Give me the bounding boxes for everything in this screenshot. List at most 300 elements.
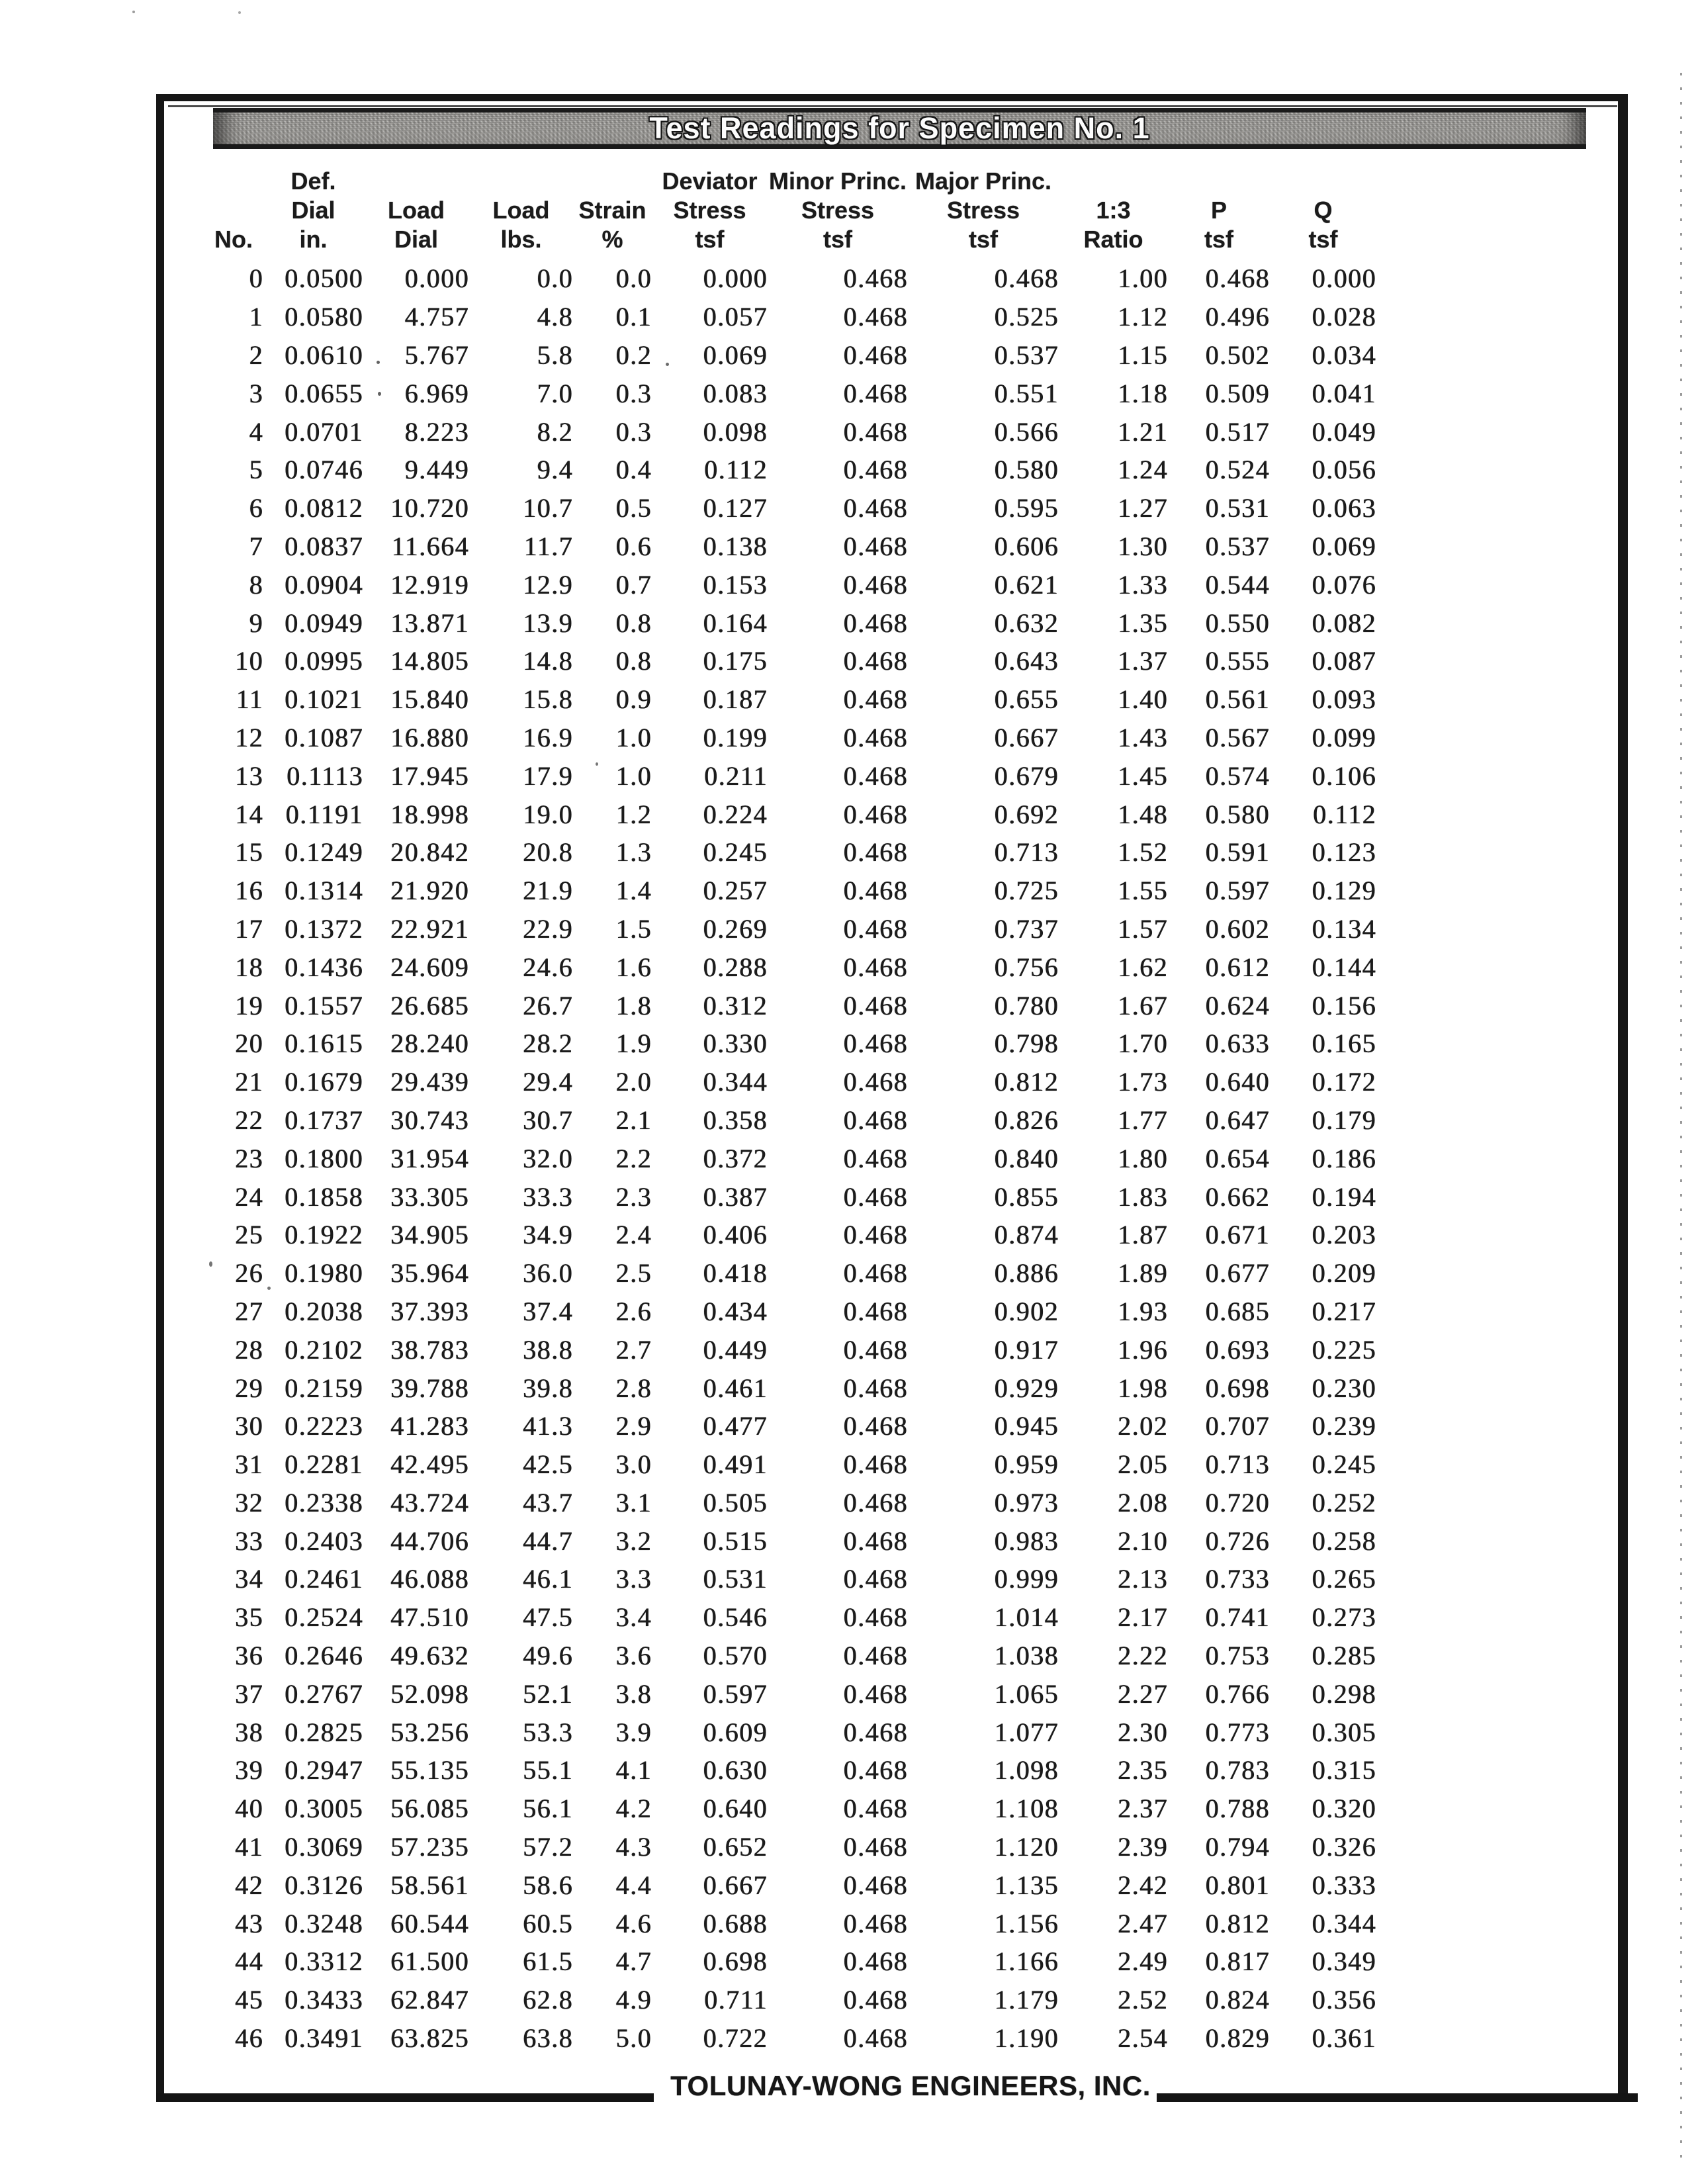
table-cell: 19: [235, 990, 263, 1021]
table-cell: 15: [235, 837, 263, 868]
table-cell: 0.468: [843, 569, 908, 600]
table-cell: 62.8: [523, 1985, 573, 2015]
table-cell: 0.468: [843, 1525, 908, 1556]
table-cell: 0.917: [994, 1334, 1059, 1365]
table-cell: 0.258: [1312, 1525, 1376, 1556]
table-cell: 0.3005: [285, 1794, 363, 1824]
table-cell: 0.685: [1205, 1296, 1270, 1326]
table-cell: 42.5: [523, 1449, 573, 1480]
table-cell: 35.964: [390, 1258, 469, 1289]
table-cell: 0.468: [843, 455, 908, 485]
table-cell: 0.1: [615, 302, 652, 332]
table-cell: 20.842: [390, 837, 469, 868]
table-cell: 8: [249, 569, 263, 600]
table-cell: 0.655: [994, 684, 1059, 715]
table-cell: 0.959: [994, 1449, 1059, 1480]
table-cell: 0.929: [994, 1373, 1059, 1403]
table-cell: 0.8: [615, 646, 652, 676]
table-cell: 0.468: [843, 837, 908, 868]
table-cell: 4.8: [537, 302, 573, 332]
table-cell: 1.077: [994, 1717, 1059, 1747]
table-cell: 27: [235, 1296, 263, 1326]
table-cell: 0.531: [1205, 493, 1270, 523]
table-cell: 0.0580: [285, 302, 363, 332]
table-cell: 0.468: [843, 1717, 908, 1747]
table-cell: 0.468: [843, 760, 908, 791]
table-cell: 1.77: [1118, 1105, 1168, 1135]
table-cell: 0.252: [1312, 1487, 1376, 1518]
table-cell: 17: [235, 913, 263, 944]
table-cell: 0.468: [843, 1028, 908, 1059]
table-cell: 57.2: [523, 1832, 573, 1862]
table-cell: 2.17: [1118, 1602, 1168, 1633]
table-cell: 0.8: [615, 608, 652, 638]
table-cell: 3.0: [615, 1449, 652, 1480]
table-cell: 0.468: [843, 913, 908, 944]
table-cell: 0.983: [994, 1525, 1059, 1556]
table-cell: 0.544: [1205, 569, 1270, 600]
table-cell: 0.468: [843, 1373, 908, 1403]
table-cell: 0.418: [703, 1258, 768, 1289]
table-cell: 0.468: [843, 1755, 908, 1786]
table-cell: 26: [235, 1258, 263, 1289]
table-cell: 1.15: [1118, 340, 1168, 370]
table-header: [204, 167, 1376, 254]
table-cell: 0.0949: [285, 608, 363, 638]
header-cell: %: [602, 226, 623, 253]
table-cell: 1.89: [1118, 1258, 1168, 1289]
table-cell: 16: [235, 876, 263, 906]
table-cell: 3.4: [615, 1602, 652, 1633]
table-cell: 0.468: [843, 990, 908, 1021]
table-cell: 1.70: [1118, 1028, 1168, 1059]
table-cell: 0.211: [703, 760, 768, 791]
table-cell: 63.8: [523, 2023, 573, 2054]
table-cell: 0.753: [1205, 1641, 1270, 1671]
table-cell: 56.085: [390, 1794, 469, 1824]
table-cell: 49.6: [523, 1641, 573, 1671]
table-cell: 0.2102: [285, 1334, 363, 1365]
table-cell: 0.561: [1205, 684, 1270, 715]
table-cell: 0.298: [1312, 1678, 1376, 1709]
table-cell: 0.711: [703, 1985, 768, 2015]
table-cell: 0.2038: [285, 1296, 363, 1326]
table-cell: 0.434: [703, 1296, 768, 1326]
table-cell: 3: [249, 378, 263, 408]
table-cell: 2.27: [1118, 1678, 1168, 1709]
table-cell: 0.217: [1312, 1296, 1376, 1326]
table-cell: 0.550: [1205, 608, 1270, 638]
table-cell: 4.3: [615, 1832, 652, 1862]
table-cell: 3.2: [615, 1525, 652, 1556]
table-cell: 0.567: [1205, 722, 1270, 752]
table-cell: 0.2767: [285, 1678, 363, 1709]
table-cell: 44.706: [390, 1525, 469, 1556]
table-cell: 20: [235, 1028, 263, 1059]
table-cell: 30: [235, 1411, 263, 1441]
table-cell: 0.083: [703, 378, 768, 408]
table-cell: 25: [235, 1220, 263, 1250]
table-cell: 0.591: [1205, 837, 1270, 868]
table-cell: 0.2646: [285, 1641, 363, 1671]
table-cell: 44.7: [523, 1525, 573, 1556]
table-cell: 0.555: [1205, 646, 1270, 676]
table-cell: 5.8: [537, 340, 573, 370]
table-cell: 36.0: [523, 1258, 573, 1289]
table-cell: 0.099: [1312, 722, 1376, 752]
scan-speck: [209, 1261, 212, 1267]
table-cell: 0.257: [703, 876, 768, 906]
table-cell: 0.305: [1312, 1717, 1376, 1747]
table-cell: 0.0812: [285, 493, 363, 523]
table-cell: 0.693: [1205, 1334, 1270, 1365]
table-cell: 0.468: [843, 1411, 908, 1441]
table-cell: 3.6: [615, 1641, 652, 1671]
table-cell: 0.034: [1312, 340, 1376, 370]
table-cell: 16.880: [390, 722, 469, 752]
table-cell: 0.000: [1312, 263, 1376, 294]
table-cell: 0.713: [1205, 1449, 1270, 1480]
table-cell: 0.123: [1312, 837, 1376, 868]
table-cell: 34.9: [523, 1220, 573, 1250]
table-cell: 6.969: [404, 378, 469, 408]
table-cell: 0.5: [615, 493, 652, 523]
table-cell: 0.707: [1205, 1411, 1270, 1441]
table-cell: 0.3248: [285, 1908, 363, 1938]
table-cell: 4.9: [615, 1985, 652, 2015]
table-cell: 1.30: [1118, 531, 1168, 561]
table-cell: 0.468: [843, 1832, 908, 1862]
table-cell: 31.954: [390, 1143, 469, 1173]
table-cell: 1.014: [994, 1602, 1059, 1633]
table-cell: 3.3: [615, 1564, 652, 1594]
scan-speck: [377, 361, 380, 364]
table-cell: 0.1087: [285, 722, 363, 752]
table-cell: 1.3: [615, 837, 652, 868]
table-cell: 52.098: [390, 1678, 469, 1709]
table-cell: 0.855: [994, 1181, 1059, 1212]
table-cell: 19.0: [523, 799, 573, 829]
table-cell: 2.08: [1118, 1487, 1168, 1518]
table-cell: 0.093: [1312, 684, 1376, 715]
header-cell: No.: [214, 226, 253, 253]
table-cell: 0.817: [1205, 1946, 1270, 1977]
table-cell: 4.6: [615, 1908, 652, 1938]
table-cell: 2.30: [1118, 1717, 1168, 1747]
table-cell: 0.505: [703, 1487, 768, 1518]
table-cell: 0.7: [615, 569, 652, 600]
header-cell: Stress: [946, 197, 1020, 224]
table-cell: 0.756: [994, 952, 1059, 982]
table-cell: 0.688: [703, 1908, 768, 1938]
table-cell: 0.612: [1205, 952, 1270, 982]
table-cell: 10.720: [390, 493, 469, 523]
table-cell: 0.647: [1205, 1105, 1270, 1135]
table-cell: 0.812: [1205, 1908, 1270, 1938]
table-cell: 14.805: [390, 646, 469, 676]
scan-speck: [596, 762, 598, 766]
table-cell: 0.737: [994, 913, 1059, 944]
table-cell: 0.2461: [285, 1564, 363, 1594]
table-cell: 0.1249: [285, 837, 363, 868]
header-cell: tsf: [1204, 226, 1233, 253]
table-cell: 0.134: [1312, 913, 1376, 944]
table-cell: 1.83: [1118, 1181, 1168, 1212]
header-cell: Def.: [290, 167, 336, 195]
header-cell: Dial: [394, 226, 439, 253]
table-cell: 0.468: [843, 263, 908, 294]
page-title: Test Readings for Specimen No. 1: [649, 111, 1150, 145]
table-cell: 15.8: [523, 684, 573, 715]
table-cell: 1.6: [615, 952, 652, 982]
table-cell: 1.166: [994, 1946, 1059, 1977]
table-cell: 0.496: [1205, 302, 1270, 332]
table-cell: 0.1314: [285, 876, 363, 906]
table-cell: 0.098: [703, 416, 768, 447]
table-cell: 1.35: [1118, 608, 1168, 638]
table-cell: 0.225: [1312, 1334, 1376, 1365]
table-cell: 0.468: [843, 1220, 908, 1250]
table-cell: 2.47: [1118, 1908, 1168, 1938]
table-cell: 1.52: [1118, 837, 1168, 868]
table-cell: 0.1436: [285, 952, 363, 982]
table-cell: 0.570: [703, 1641, 768, 1671]
table-cell: 0.1372: [285, 913, 363, 944]
table-cell: 3.8: [615, 1678, 652, 1709]
table-cell: 0.0500: [285, 263, 363, 294]
table-cell: 32.0: [523, 1143, 573, 1173]
table-cell: 0.640: [1205, 1067, 1270, 1097]
table-cell: 0.1980: [285, 1258, 363, 1289]
table-cell: 2.02: [1118, 1411, 1168, 1441]
table-cell: 0.0995: [285, 646, 363, 676]
table-cell: 13.871: [390, 608, 469, 638]
table-cell: 0.477: [703, 1411, 768, 1441]
table-cell: 10.7: [523, 493, 573, 523]
table-cell: 47.510: [390, 1602, 469, 1633]
table-cell: 0.2403: [285, 1525, 363, 1556]
table-cell: 0.0610: [285, 340, 363, 370]
table-cell: 0.333: [1312, 1870, 1376, 1900]
header-cell: Strain: [578, 197, 646, 224]
table-cell: 38.8: [523, 1334, 573, 1365]
scan-speck: [132, 11, 135, 13]
table-cell: 0.057: [703, 302, 768, 332]
table-cell: 9.4: [537, 455, 573, 485]
title-banner: [213, 108, 1586, 149]
table-cell: 38.783: [390, 1334, 469, 1365]
table-cell: 2.9: [615, 1411, 652, 1441]
table-cell: 0.1858: [285, 1181, 363, 1212]
table-cell: 4.7: [615, 1946, 652, 1977]
table-cell: 60.544: [390, 1908, 469, 1938]
table-cell: 0.468: [843, 1564, 908, 1594]
table-cell: 0.138: [703, 531, 768, 561]
scan-speck: [666, 363, 669, 366]
table-cell: 0.349: [1312, 1946, 1376, 1977]
table-cell: 0.671: [1205, 1220, 1270, 1250]
table-cell: 0.524: [1205, 455, 1270, 485]
table-cell: 0.0837: [285, 531, 363, 561]
table-cell: 57.235: [390, 1832, 469, 1862]
table-cell: 0: [249, 263, 263, 294]
table-cell: 1.96: [1118, 1334, 1168, 1365]
table-cell: 7.0: [537, 378, 573, 408]
table-cell: 0.129: [1312, 876, 1376, 906]
table-cell: 0.076: [1312, 569, 1376, 600]
table-cell: 0.056: [1312, 455, 1376, 485]
table-cell: 13.9: [523, 608, 573, 638]
table-cell: 1.80: [1118, 1143, 1168, 1173]
table-cell: 14: [235, 799, 263, 829]
table-cell: 1.45: [1118, 760, 1168, 791]
header-cell: Stress: [673, 197, 746, 224]
table-cell: 0.1557: [285, 990, 363, 1021]
table-cell: 17.945: [390, 760, 469, 791]
table-cell: 2.1: [615, 1105, 652, 1135]
table-cell: 0.766: [1205, 1678, 1270, 1709]
table-cell: 33.305: [390, 1181, 469, 1212]
table-cell: 0.630: [703, 1755, 768, 1786]
footer-rule-left: [156, 2093, 654, 2102]
table-cell: 15.840: [390, 684, 469, 715]
table-cell: 0.273: [1312, 1602, 1376, 1633]
table-cell: 0.525: [994, 302, 1059, 332]
table-cell: 11.7: [523, 531, 573, 561]
table-cell: 1.57: [1118, 913, 1168, 944]
table-cell: 0.468: [843, 1641, 908, 1671]
table-cell: 0.824: [1205, 1985, 1270, 2015]
table-cell: 29.439: [390, 1067, 469, 1097]
header-cell: tsf: [823, 226, 852, 253]
table-cell: 37.4: [523, 1296, 573, 1326]
table-cell: 0.606: [994, 531, 1059, 561]
table-cell: 2.13: [1118, 1564, 1168, 1594]
table-cell: 9.449: [404, 455, 469, 485]
table-cell: 0.468: [843, 1908, 908, 1938]
table-cell: 58.6: [523, 1870, 573, 1900]
table-cell: 0.999: [994, 1564, 1059, 1594]
table-cell: 22: [235, 1105, 263, 1135]
table-cell: 0.609: [703, 1717, 768, 1747]
table-cell: 0.1737: [285, 1105, 363, 1135]
table-cell: 0.652: [703, 1832, 768, 1862]
table-cell: 1.2: [615, 799, 652, 829]
table-cell: 0.312: [703, 990, 768, 1021]
table-cell: 0.491: [703, 1449, 768, 1480]
table-cell: 30.743: [390, 1105, 469, 1135]
table-cell: 0.468: [843, 1870, 908, 1900]
table-cell: 3.1: [615, 1487, 652, 1518]
table-cell: 0.344: [1312, 1908, 1376, 1938]
header-cell: Ratio: [1083, 226, 1143, 253]
table-cell: 0.794: [1205, 1832, 1270, 1862]
table-cell: 0.153: [703, 569, 768, 600]
table-cell: 0.468: [843, 1794, 908, 1824]
table-cell: 0.580: [994, 455, 1059, 485]
table-cell: 0.788: [1205, 1794, 1270, 1824]
table-cell: 29: [235, 1373, 263, 1403]
table-cell: 0.886: [994, 1258, 1059, 1289]
table-body: [204, 259, 1376, 2057]
table-cell: 45: [235, 1985, 263, 2015]
table-cell: 0.468: [843, 2023, 908, 2054]
table-cell: 0.194: [1312, 1181, 1376, 1212]
table-cell: 0.2223: [285, 1411, 363, 1441]
table-cell: 0.372: [703, 1143, 768, 1173]
table-cell: 0.041: [1312, 378, 1376, 408]
table-cell: 0.3126: [285, 1870, 363, 1900]
table-cell: 0.468: [843, 1946, 908, 1977]
table-cell: 3.9: [615, 1717, 652, 1747]
table-cell: 1.120: [994, 1832, 1059, 1862]
table-cell: 0.468: [843, 416, 908, 447]
table-cell: 0.0: [615, 263, 652, 294]
table-cell: 1.24: [1118, 455, 1168, 485]
table-cell: 18: [235, 952, 263, 982]
frame-inner-rule: [168, 105, 1617, 107]
table-cell: 1.62: [1118, 952, 1168, 982]
table-cell: 2.37: [1118, 1794, 1168, 1824]
scan-speck: [238, 11, 241, 14]
table-cell: 1.87: [1118, 1220, 1168, 1250]
table-cell: 0.667: [703, 1870, 768, 1900]
scan-speck: [267, 1287, 271, 1290]
table-cell: 43.724: [390, 1487, 469, 1518]
table-cell: 0.468: [843, 608, 908, 638]
table-cell: 0.515: [703, 1525, 768, 1556]
table-cell: 0.468: [843, 1487, 908, 1518]
table-cell: 52.1: [523, 1678, 573, 1709]
table-cell: 0.344: [703, 1067, 768, 1097]
table-cell: 0.230: [1312, 1373, 1376, 1403]
table-cell: 1.27: [1118, 493, 1168, 523]
table-cell: 0.468: [843, 1296, 908, 1326]
table-cell: 0.468: [843, 1258, 908, 1289]
header-cell: lbs.: [500, 226, 542, 253]
table-cell: 61.500: [390, 1946, 469, 1977]
table-cell: 0.049: [1312, 416, 1376, 447]
table-cell: 1.21: [1118, 416, 1168, 447]
table-cell: 11: [236, 684, 263, 715]
table-cell: 55.135: [390, 1755, 469, 1786]
table-cell: 1.55: [1118, 876, 1168, 906]
table-cell: 0.4: [615, 455, 652, 485]
table-cell: 0.574: [1205, 760, 1270, 791]
table-cell: 1.18: [1118, 378, 1168, 408]
table-cell: 4.757: [404, 302, 469, 332]
table-cell: 24: [235, 1181, 263, 1212]
table-cell: 0.741: [1205, 1602, 1270, 1633]
table-cell: 0.406: [703, 1220, 768, 1250]
header-cell: tsf: [969, 226, 998, 253]
table-cell: 0.172: [1312, 1067, 1376, 1097]
table-cell: 0.082: [1312, 608, 1376, 638]
table-cell: 0.468: [1205, 263, 1270, 294]
table-cell: 2: [249, 340, 263, 370]
table-cell: 53.256: [390, 1717, 469, 1747]
table-cell: 0.624: [1205, 990, 1270, 1021]
header-cell: Minor Princ.: [768, 167, 907, 195]
table-cell: 9: [249, 608, 263, 638]
table-cell: 30.7: [523, 1105, 573, 1135]
table-cell: 1.038: [994, 1641, 1059, 1671]
table-cell: 40: [235, 1794, 263, 1824]
table-cell: 37.393: [390, 1296, 469, 1326]
table-cell: 0.3491: [285, 2023, 363, 2054]
table-cell: 0.468: [994, 263, 1059, 294]
table-cell: 1.190: [994, 2023, 1059, 2054]
